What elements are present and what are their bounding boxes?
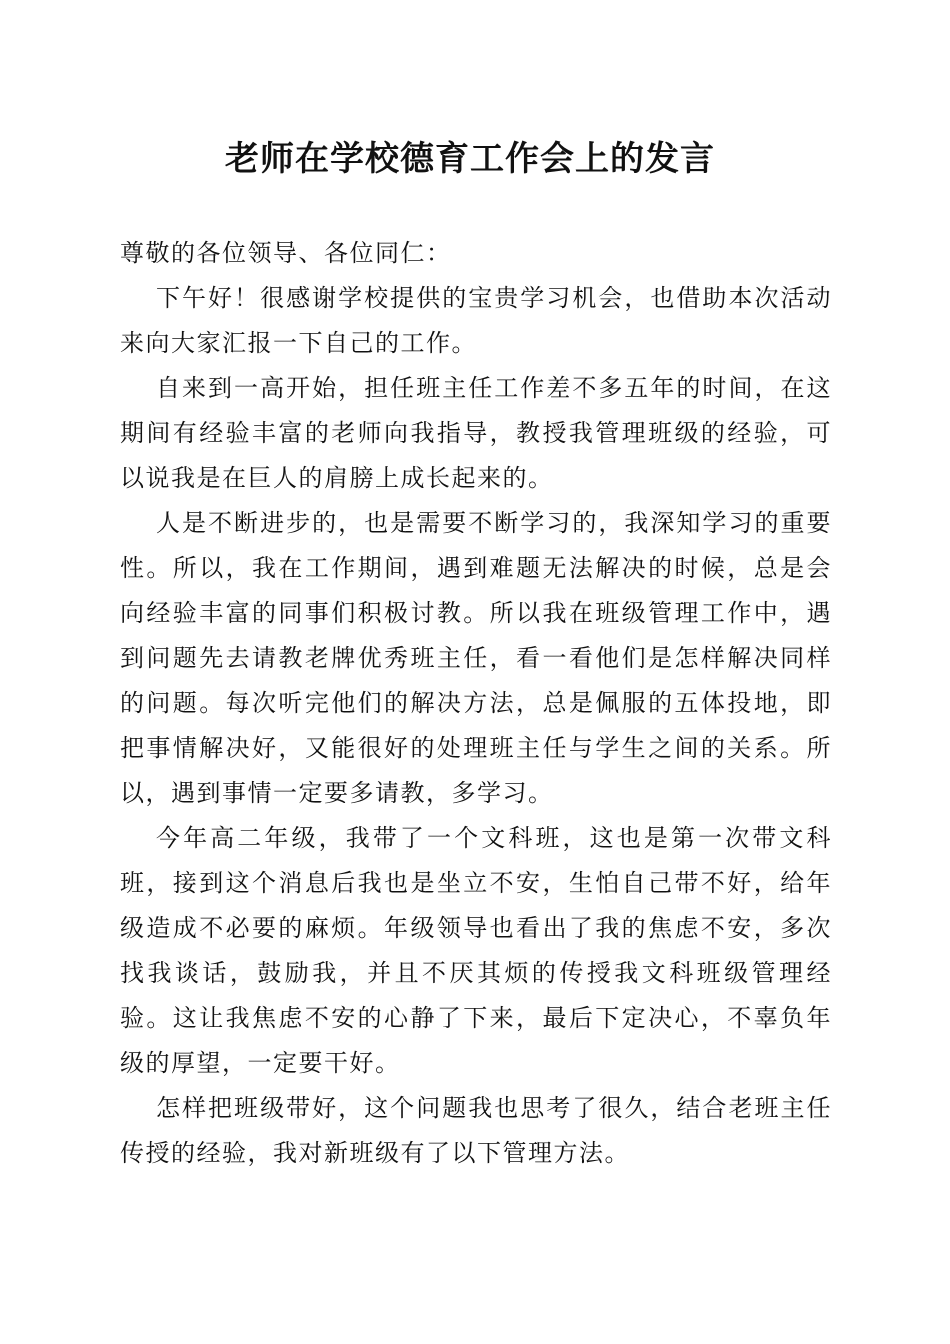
paragraph-4: 今年高二年级，我带了一个文科班，这也是第一次带文科班，接到这个消息后我也是坐立不安，生怕自己带不好，给年级造成不必要的麻烦。年级领导也看出了我的焦虑不安，多次找我谈话，鼓励我，并且不厌其烦的传授我文科班级管理经验。这让我焦虑不安的心静了下来，最后下定决心，不辜负年级的厚望，一定要干好。 [120, 824, 832, 1077]
paragraph-5: 怎样把班级带好，这个问题我也思考了很久，结合老班主任传授的经验，我对新班级有了以下管理方法。 [120, 1094, 832, 1167]
paragraph-2: 自来到一高开始，担任班主任工作差不多五年的时间，在这期间有经验丰富的老师向我指导，教授我管理班级的经验，可以说我是在巨人的肩膀上成长起来的。 [120, 374, 832, 492]
paragraph-1: 下午好！很感谢学校提供的宝贵学习机会，也借助本次活动来向大家汇报一下自己的工作。 [120, 284, 832, 357]
salutation: 尊敬的各位领导、各位同仁： [120, 239, 452, 267]
paragraph-3: 人是不断进步的，也是需要不断学习的，我深知学习的重要性。所以，我在工作期间，遇到难题无法解决的时候，总是会向经验丰富的同事们积极讨教。所以我在班级管理工作中，遇到问题先去请教老牌优秀班主任，看一看他们是怎样解决同样的问题。每次听完他们的解决方法，总是佩服的五体投地，即把事情解决好，又能很好的处理班主任与学生之间的关系。所以，遇到事情一定要多请教，多学习。 [120, 509, 832, 807]
document-body [120, 231, 832, 1176]
document-title: 老师在学校德育工作会上的发言 [225, 139, 715, 179]
